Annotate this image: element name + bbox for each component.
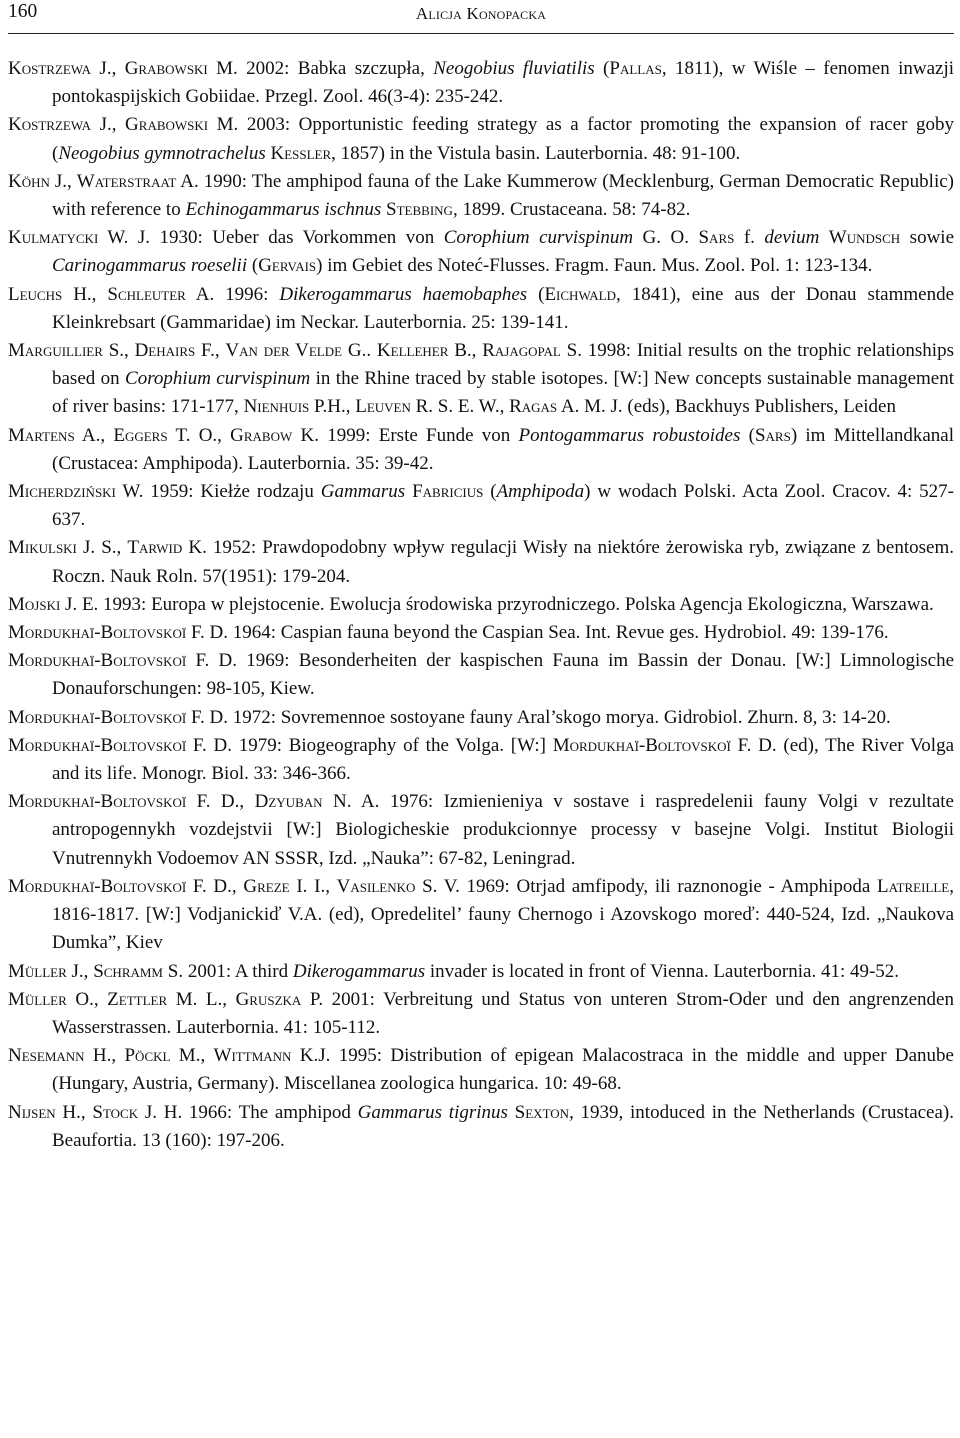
author-name: Müller	[8, 960, 67, 982]
author-name: Grabow	[230, 424, 293, 446]
reference-text: J. S.,	[76, 537, 128, 559]
author-name: Gervais	[258, 255, 317, 277]
author-name: Zettler	[107, 988, 168, 1010]
author-name: Nijsen	[8, 1101, 56, 1123]
reference-text: J. H. 1966: The amphipod	[138, 1101, 358, 1123]
reference-text: S. 1998: Initial results on the trophic relationships based on	[52, 340, 954, 390]
reference-entry	[8, 704, 954, 732]
reference-text: A. M. J. (eds), Backhuys Publishers, Leiden	[557, 396, 896, 418]
reference-text: M.,	[170, 1045, 214, 1067]
author-name: Stock	[92, 1101, 139, 1123]
author-name: Müller	[8, 988, 67, 1010]
taxon-name: Amphipoda	[496, 481, 585, 503]
reference-text: K. 1952: Prawdopodobny wpływ regulacji Wisły na niektóre żerowiska ryb, związane z bentosem. Roczn. Nauk Roln. 57(1951): 179-204.	[52, 537, 954, 587]
taxon-name: Dikerogammarus haemobaphes	[279, 283, 528, 305]
taxon-name: Gammarus	[320, 481, 406, 503]
reference-text: , 1857) in the Vistula basin. Lauterbornia. 48: 91-100.	[331, 142, 741, 164]
reference-text: S. 2001: A third	[163, 960, 293, 982]
reference-text: K. 1999: Erste Funde von	[292, 424, 519, 446]
reference-text: in the Rhine traced by stable isotopes. [W:] New concepts sustainable management of river basins: 171-177,	[52, 368, 955, 418]
reference-text: (	[740, 424, 755, 446]
reference-text	[819, 227, 829, 248]
author-name: Kostrzewa	[8, 114, 92, 136]
reference-list	[8, 55, 954, 1155]
reference-text: M. 2002: Babka szczupła,	[207, 58, 434, 79]
reference-text: , 1939, intoduced in the Netherlands (Crustacea). Beaufortia. 13 (160): 197-206.	[52, 1101, 954, 1151]
reference-text: F. D. 1972: Sovremennoe sostoyane fauny Aral’skogo morya. Gidrobiol. Zhurn. 8, 3: 14-20.	[186, 706, 891, 728]
reference-text: N. A. 1976: Izmienieniya v sostave i raspredelenii fauny Volgi v rezultate antropogennykh vozdejstvii [W:] Biologicheskie produkcionnye processy v basejne Volgi. Institut Biologii Vnutrennykh Vodoemov AN SSSR, Izd. „Nauka”: 67-82, Leningrad.	[52, 791, 954, 869]
reference-text: S. V. 1969: Otrjad amfipody, ili raznonogie - Amphipoda	[415, 875, 877, 897]
author-name: Van der Velde	[225, 340, 343, 362]
reference-text: ) im Mittellandkanal (Crustacea: Amphipoda). Lauterbornia. 35: 39-42.	[52, 424, 954, 474]
reference-text: S.,	[102, 340, 135, 362]
reference-text: , 1841), eine aus der Donau stammende Kleinkrebsart (Gammaridae) im Neckar. Lauterbornia. 25: 139-141.	[52, 283, 954, 333]
author-name: Mordukhaï-Boltovskoï	[8, 791, 187, 813]
reference-entry	[8, 958, 954, 986]
author-name: Rajagopal	[482, 340, 561, 362]
reference-text: , 1811), w Wiśle – fenomen inwazji pontokaspijskich Gobiidae. Przegl. Zool. 46(3-4): 235-242.	[52, 58, 955, 108]
author-name: Eichwald	[544, 283, 616, 305]
author-name: Mordukhaï-Boltovskoï	[552, 734, 731, 756]
reference-text: O.,	[66, 988, 108, 1010]
reference-text: F.,	[195, 340, 226, 362]
taxon-name: Neogobius fluviatilis	[433, 58, 595, 79]
reference-entry	[8, 534, 954, 590]
author-name: Pallas	[609, 58, 662, 79]
author-name: Grabowski	[125, 114, 209, 136]
author-name: Waterstraat	[76, 170, 177, 192]
author-name: Fabricius	[412, 481, 484, 503]
reference-entry	[8, 647, 954, 703]
taxon-name: Carinogammarus roeselii	[52, 255, 248, 277]
reference-text: B.,	[448, 340, 483, 362]
author-name: Micherdziński	[8, 481, 116, 503]
reference-text: J.,	[91, 58, 125, 79]
reference-entry	[8, 788, 954, 873]
reference-entry	[8, 873, 954, 958]
reference-text: P. 2001: Verbreitung und Status von unteren Strom-Oder und den angrenzenden Wasserstrassen. Lauterbornia. 41: 105-112.	[52, 988, 954, 1038]
author-name: Sars	[754, 424, 791, 446]
reference-text: P.H.,	[309, 396, 356, 418]
reference-text: A.,	[74, 424, 114, 446]
author-name: Köhn	[8, 170, 50, 192]
reference-entry	[8, 168, 954, 224]
reference-text: J. E. 1993: Europa w plejstocenie. Ewolucja środowiska przyrodniczego. Polska Agencja Ekologiczna, Warszawa.	[60, 593, 934, 615]
reference-text: I. I.,	[289, 875, 337, 897]
author-name: Ragas	[509, 396, 558, 418]
author-name: Mordukhaï-Boltovskoï	[8, 734, 187, 756]
author-name: Nesemann	[8, 1045, 85, 1067]
author-name: Mojski	[8, 593, 61, 615]
reference-entry	[8, 422, 954, 478]
reference-text: F. D.,	[186, 875, 244, 897]
author-name: Mordukhaï-Boltovskoï	[8, 622, 187, 644]
reference-text: G..	[342, 340, 377, 362]
reference-entry	[8, 111, 954, 167]
author-name: Kessler	[270, 142, 332, 164]
author-name: Kulmatycki	[8, 227, 99, 249]
author-name: Schramm	[93, 960, 163, 982]
reference-text: (	[483, 481, 497, 503]
reference-text: J.,	[66, 960, 94, 982]
author-name: Vasilenko	[336, 875, 416, 897]
reference-text: sowie	[900, 227, 955, 249]
taxon-name: Dikerogammarus	[292, 960, 426, 982]
reference-text: J.,	[91, 114, 126, 136]
author-name: Marguillier	[8, 340, 103, 362]
reference-entry	[8, 619, 954, 647]
reference-text: A. 1996:	[185, 283, 280, 305]
reference-text: f.	[734, 227, 765, 249]
author-name: Kelleher	[376, 340, 449, 362]
author-name: Mordukhaï-Boltovskoï	[8, 706, 187, 728]
reference-text: (	[527, 283, 545, 305]
author-name: Pöckl	[124, 1045, 171, 1067]
reference-text: F. D. 1969: Besonderheiten der kaspischen Fauna im Bassin der Donau. [W:] Limnologische Donauforschungen: 98-105, Kiew.	[52, 650, 954, 700]
reference-text: W. 1959: Kiełże rodzaju	[115, 481, 321, 503]
taxon-name: Corophium curvispinum	[443, 227, 634, 249]
reference-entry	[8, 55, 954, 111]
reference-text: M. L.,	[167, 988, 236, 1010]
reference-text: H.,	[62, 283, 108, 305]
reference-entry	[8, 1042, 954, 1098]
author-name: Dehairs	[134, 340, 196, 362]
reference-text: ) im Gebiet des Noteć-Flusses. Fragm. Faun. Mus. Zool. Pol. 1: 123-134.	[316, 255, 873, 277]
reference-text: (	[247, 255, 259, 277]
author-name: Mordukhaï-Boltovskoï	[8, 875, 187, 897]
taxon-name: Neogobius gymnotrachelus	[58, 142, 266, 164]
reference-text: J.,	[49, 170, 77, 192]
author-name: Schleuter	[107, 283, 186, 305]
author-name: Tarwid	[127, 537, 183, 559]
author-name: Mikulski	[8, 537, 77, 559]
author-name: Leuchs	[8, 283, 63, 305]
reference-entry	[8, 986, 954, 1042]
page-header	[8, 0, 954, 30]
author-name: Stebbing	[386, 199, 453, 221]
reference-text: H.,	[55, 1101, 93, 1123]
author-name: Sars	[698, 227, 735, 249]
author-name: Nienhuis	[243, 396, 310, 418]
author-name: Kostrzewa	[8, 58, 92, 79]
reference-text: F. D. 1979: Biogeography of the Volga. [W:]	[186, 734, 553, 756]
author-name: Sexton	[514, 1101, 570, 1123]
author-name: Greze	[243, 875, 290, 897]
reference-text: W. J. 1930: Ueber das Vorkommen von	[98, 227, 444, 249]
reference-entry	[8, 1099, 954, 1155]
reference-text: F. D. 1964: Caspian fauna beyond the Caspian Sea. Int. Revue ges. Hydrobiol. 49: 139-176.	[186, 622, 889, 644]
author-name: Mordukhaï-Boltovskoï	[8, 650, 187, 672]
reference-entry	[8, 281, 954, 337]
reference-text: G. O.	[633, 227, 699, 249]
taxon-name: Pontogammarus robustoides	[518, 424, 741, 446]
reference-text: T. O.,	[167, 424, 231, 446]
reference-text: F. D. (ed), The River Volga and its life. Monogr. Biol. 33: 346-366.	[52, 734, 955, 785]
author-name: Wundsch	[828, 227, 901, 249]
running-head: Alicja Konopacka	[415, 4, 547, 23]
reference-text: H.,	[84, 1045, 125, 1067]
taxon-name: Gammarus tigrinus	[357, 1101, 508, 1123]
reference-entry	[8, 591, 954, 619]
author-name: Leuven	[355, 396, 411, 418]
reference-text: A. 1990: The amphipod fauna of the Lake Kummerow (Mecklenburg, German Democratic Republic) with reference to	[52, 170, 954, 221]
reference-text	[508, 1102, 515, 1123]
author-name: Eggers	[113, 424, 168, 446]
page-number: 160	[8, 1, 38, 22]
reference-entry	[8, 732, 954, 788]
reference-text: K.J. 1995: Distribution of epigean Malacostraca in the middle and upper Danube (Hungary, Austria, Germany). Miscellanea zoologica hungarica. 10: 49-68.	[52, 1045, 954, 1095]
reference-text: F. D.,	[186, 791, 255, 813]
reference-text: M. 2003: Opportunistic feeding strategy as a factor promoting the expansion of racer goby (	[52, 114, 954, 164]
reference-entry	[8, 478, 954, 534]
header-rule	[8, 33, 954, 34]
taxon-name: Echinogammarus ischnus	[185, 199, 382, 221]
reference-entry	[8, 224, 954, 280]
reference-text: R. S. E. W.,	[410, 396, 510, 418]
reference-text: , 1816-1817. [W:] Vodjanickiď V.A. (ed), Opredelitel’ fauny Chernogo i Azovskogo moreď: 440-524, Izd. „Naukova Dumka”, Kiev	[52, 875, 954, 954]
author-name: Martens	[8, 424, 75, 446]
reference-entry	[8, 337, 954, 422]
reference-text: ) w wodach Polski. Acta Zool. Cracov. 4: 527-637.	[52, 481, 955, 531]
taxon-name: devium	[764, 227, 820, 249]
reference-text: (	[594, 58, 610, 79]
taxon-name: Corophium curvispinum	[125, 368, 311, 390]
author-name: Gruszka	[235, 988, 302, 1010]
reference-text: , 1899. Crustaceana. 58: 74-82.	[452, 199, 691, 221]
author-name: Wittmann	[213, 1045, 292, 1067]
author-name: Grabowski	[124, 58, 208, 79]
reference-text: invader is located in front of Vienna. Lauterbornia. 41: 49-52.	[425, 960, 900, 982]
author-name: Dzyuban	[254, 791, 323, 813]
author-name: Latreille	[876, 875, 950, 897]
